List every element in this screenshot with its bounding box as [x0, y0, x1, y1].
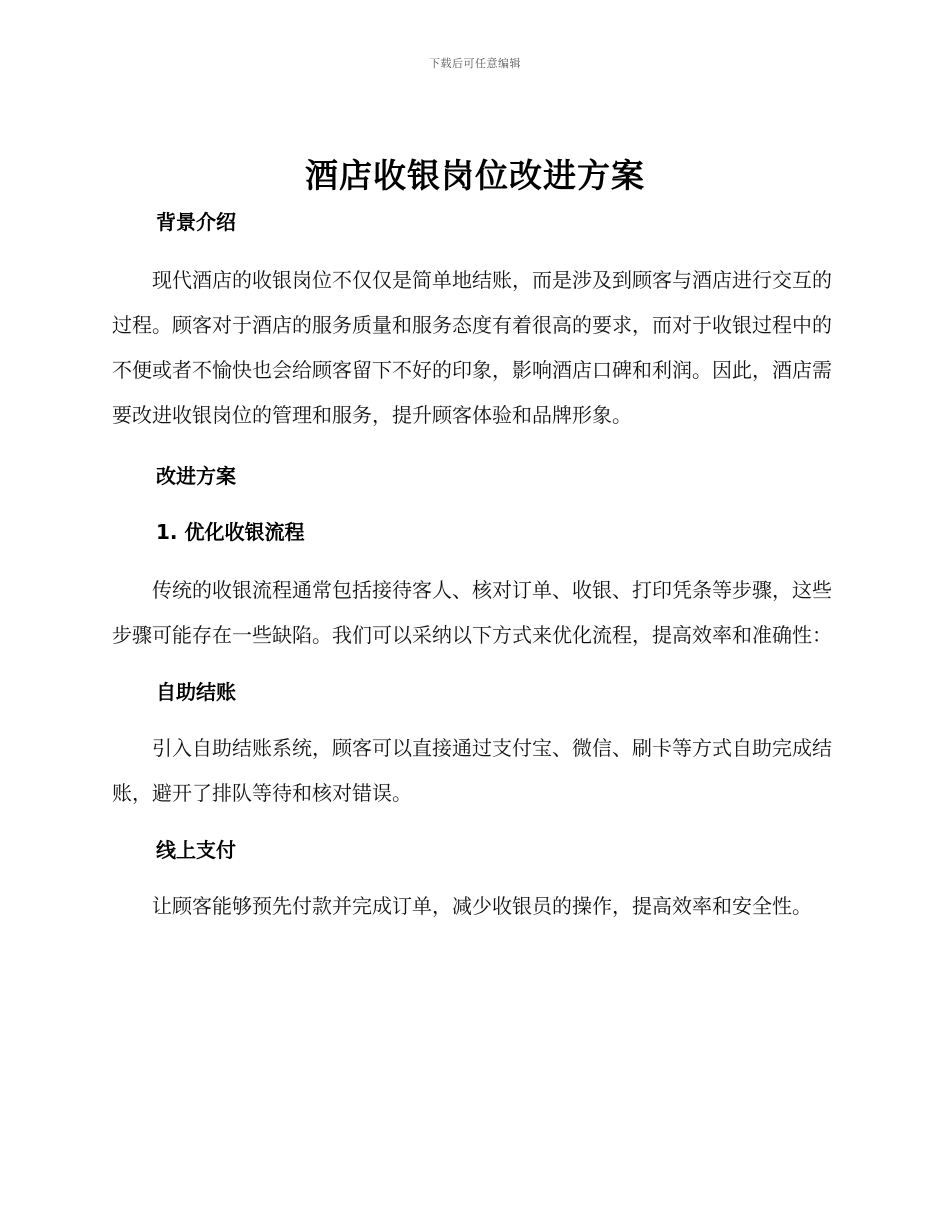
paragraph-optimize-flow: 传统的收银流程通常包括接待客人、核对订单、收银、打印凭条等步骤，这些步骤可能存在一些缺陷。我们可以采纳以下方式来优化流程，提高效率和准确性：: [112, 578, 832, 647]
section-heading-background: 背景介绍: [156, 210, 236, 234]
paragraph-online-payment: 让顾客能够预先付款并完成订单，减少收银员的操作，提高效率和安全性。: [152, 894, 812, 918]
page-header-note: 下载后可任意编辑: [429, 57, 521, 70]
subsection-heading-self-checkout: 自助结账: [156, 680, 236, 704]
document-body: [112, 200, 832, 929]
subsection-heading-online-payment: 线上支付: [156, 838, 236, 862]
section-heading-plan: 改进方案: [156, 464, 236, 488]
subsection-heading-optimize-flow: 1. 优化收银流程: [156, 520, 305, 544]
document-title: 酒店收银岗位改进方案: [305, 156, 645, 195]
paragraph-background: 现代酒店的收银岗位不仅仅是简单地结账，而是涉及到顾客与酒店进行交互的过程。顾客对于酒店的服务质量和服务态度有着很高的要求，而对于收银过程中的不便或者不愉快也会给顾客留下不好的印象，影响酒店口碑和利润。因此，酒店需要改进收银岗位的管理和服务，提升顾客体验和品牌形象。: [112, 268, 832, 427]
paragraph-self-checkout: 引入自助结账系统，顾客可以直接通过支付宝、微信、刷卡等方式自助完成结账，避开了排队等待和核对错误。: [112, 736, 832, 805]
